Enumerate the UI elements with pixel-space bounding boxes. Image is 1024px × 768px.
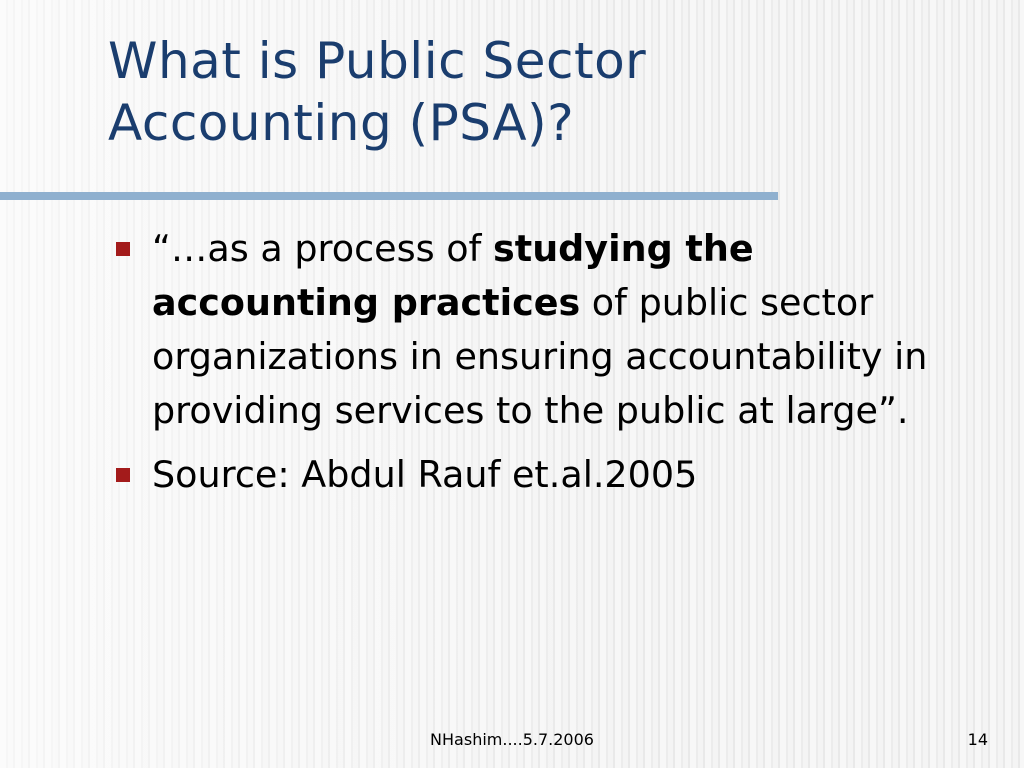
bullet-source (110, 448, 970, 502)
slide-title-line-1: What is Public Sector (108, 32, 647, 90)
square-bullet-icon (116, 468, 130, 482)
slide-title-line-2: Accounting (PSA)? (108, 94, 575, 152)
definition-text-emphasis: studying the accounting practices (152, 227, 754, 324)
bullet-definition (110, 222, 970, 438)
slide-title (108, 30, 988, 154)
page-number: 14 (967, 730, 988, 749)
bullet-list (110, 222, 970, 512)
square-bullet-icon (116, 242, 130, 256)
footer-author-date: NHashim....5.7.2006 (430, 730, 594, 749)
title-divider (0, 192, 778, 200)
source-text: Source: Abdul Rauf et.al.2005 (152, 453, 698, 496)
definition-text-rest: of public sector organizations in ensuring accountability in providing services to the public at large”. (152, 281, 928, 432)
definition-text-intro: “…as a process of (152, 227, 494, 270)
